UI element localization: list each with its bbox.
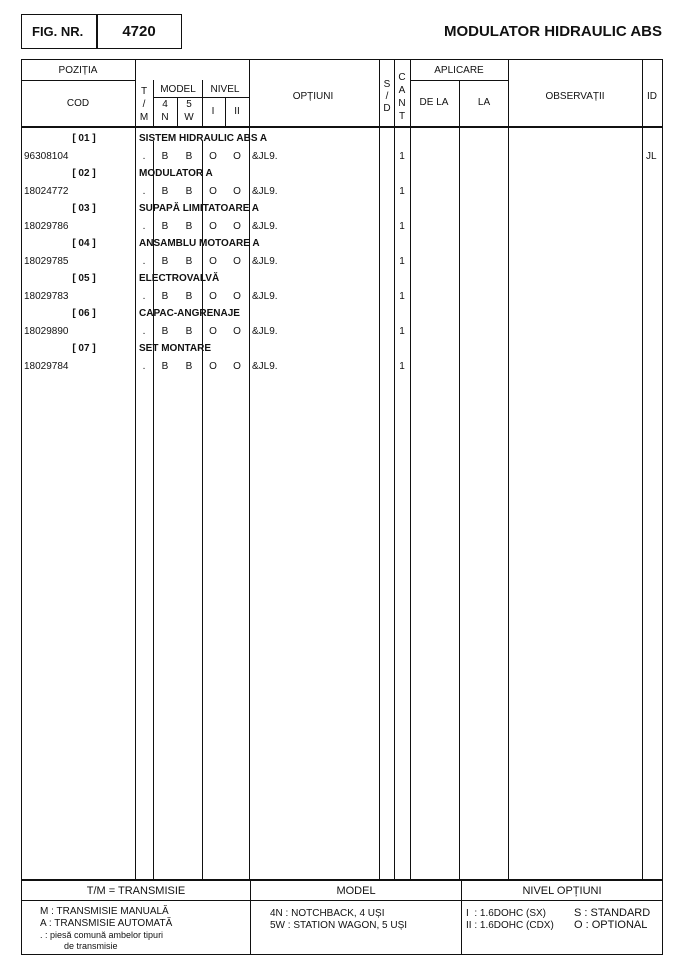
row-cell-tm: . — [142, 186, 146, 197]
row-part-code: 18024772 — [24, 186, 69, 197]
header-cant-c: C — [398, 72, 406, 83]
col-line — [459, 80, 460, 881]
col-line — [410, 59, 411, 881]
row-part-name: ELECTROVALVĂ — [139, 273, 220, 284]
row-cell-cant: 1 — [399, 291, 405, 302]
row-position: [ 05 ] — [72, 273, 96, 284]
header-nivel-i: I — [211, 106, 215, 117]
header-cod: COD — [66, 98, 90, 109]
legend-tm-line: de transmisie — [64, 941, 118, 951]
header-la: LA — [477, 97, 491, 108]
header-tm-slash: / — [142, 99, 146, 110]
legend-model-title: MODEL — [336, 885, 376, 897]
header-model: MODEL — [160, 84, 196, 95]
row-part-code: 96308104 — [24, 151, 69, 162]
header-model-n: N — [161, 112, 169, 123]
header-model-4: 4 — [162, 99, 168, 110]
row-part-name: SET MONTARE — [139, 343, 212, 354]
legend-nivel-code: O : OPTIONAL — [574, 919, 648, 931]
row-position: [ 06 ] — [72, 308, 96, 319]
header-sd-slash: / — [385, 91, 389, 102]
model-underline — [153, 97, 249, 98]
row-cell-m5w: B — [185, 256, 193, 267]
row-cell-tm: . — [142, 361, 146, 372]
header-model-w: W — [184, 112, 194, 123]
row-part-name: CAPAC-ANGRENAJE — [139, 308, 240, 319]
row-cell-tm: . — [142, 221, 146, 232]
header-divider — [21, 126, 663, 128]
header-sd-d: D — [383, 103, 391, 114]
row-cell-n1: O — [209, 256, 217, 267]
parts-table — [21, 59, 663, 881]
row-position: [ 04 ] — [72, 238, 96, 249]
row-cell-n2: O — [233, 151, 241, 162]
row-part-code: 18029783 — [24, 291, 69, 302]
row-cell-m4n: B — [161, 291, 169, 302]
sub-col-line — [225, 97, 226, 127]
header-cant-a: A — [398, 85, 406, 96]
legend-nivel-code: S : STANDARD — [574, 907, 651, 919]
col-line — [508, 59, 509, 881]
header-sd-s: S — [383, 79, 391, 90]
row-cell-n2: O — [233, 291, 241, 302]
legend-model-line: 5W : STATION WAGON, 5 UȘI — [270, 920, 408, 931]
col-line — [394, 59, 395, 881]
legend-model-line: 4N : NOTCHBACK, 4 UȘI — [270, 908, 385, 919]
pozitia-underline — [21, 80, 135, 81]
row-cell-n2: O — [233, 326, 241, 337]
header-cant-t: T — [398, 111, 406, 122]
row-cell-n1: O — [209, 291, 217, 302]
page-title: MODULATOR HIDRAULIC ABS — [443, 23, 662, 40]
row-cell-m5w: B — [185, 291, 193, 302]
legend-col-line — [461, 879, 462, 955]
row-cell-tm: . — [142, 256, 146, 267]
row-cell-n2: O — [233, 186, 241, 197]
row-cell-n1: O — [209, 361, 217, 372]
row-cell-m5w: B — [185, 361, 193, 372]
row-part-name: ANSAMBLU MOTOARE A — [139, 238, 260, 249]
col-line — [202, 141, 203, 881]
row-cell-opt: &JL9. — [252, 291, 278, 302]
row-part-name: MODULATOR A — [139, 168, 213, 179]
header-tm-t: T — [140, 86, 148, 97]
row-part-code: 18029786 — [24, 221, 69, 232]
row-cell-cant: 1 — [399, 221, 405, 232]
row-cell-m4n: B — [161, 326, 169, 337]
header-pozitia: POZIȚIA — [58, 65, 98, 76]
col-line — [153, 80, 154, 127]
col-line — [153, 141, 154, 881]
legend-title-divider — [21, 900, 663, 901]
header-nivel: NIVEL — [210, 84, 240, 95]
row-cell-n2: O — [233, 221, 241, 232]
row-cell-n1: O — [209, 186, 217, 197]
row-cell-n2: O — [233, 256, 241, 267]
legend-tm-line: M : TRANSMISIE MANUALĂ — [40, 906, 169, 917]
col-line — [135, 59, 136, 881]
row-cell-cant: 1 — [399, 326, 405, 337]
header-nivel-ii: II — [234, 106, 240, 117]
header-observatii: OBSERVAȚII — [545, 91, 605, 102]
header-de-la: DE LA — [419, 97, 449, 108]
row-cell-opt: &JL9. — [252, 326, 278, 337]
col-line — [202, 80, 203, 127]
row-cell-m5w: B — [185, 151, 193, 162]
row-cell-cant: 1 — [399, 186, 405, 197]
row-cell-m4n: B — [161, 256, 169, 267]
row-cell-m4n: B — [161, 361, 169, 372]
row-cell-id: JL — [646, 151, 657, 162]
row-cell-m4n: B — [161, 186, 169, 197]
row-cell-opt: &JL9. — [252, 151, 278, 162]
row-cell-m5w: B — [185, 326, 193, 337]
row-part-name: SISTEM HIDRAULIC ABS A — [139, 133, 268, 144]
row-cell-cant: 1 — [399, 361, 405, 372]
header-optiuni: OPȚIUNI — [292, 91, 334, 102]
row-cell-m5w: B — [185, 186, 193, 197]
legend-col-line — [250, 879, 251, 955]
row-cell-n1: O — [209, 326, 217, 337]
row-part-code: 18029785 — [24, 256, 69, 267]
row-part-code: 18029784 — [24, 361, 69, 372]
row-cell-cant: 1 — [399, 256, 405, 267]
row-part-code: 18029890 — [24, 326, 69, 337]
row-part-name: SUPAPĂ LIMITATOARE A — [139, 203, 259, 214]
legend-nivel-line: II : 1.6DOHC (CDX) — [466, 920, 554, 931]
fig-number: 4720 — [122, 23, 156, 40]
header-tm-m: M — [139, 112, 149, 123]
aplicare-underline — [410, 80, 508, 81]
header-id: ID — [647, 91, 657, 102]
header-cant-n: N — [398, 98, 406, 109]
row-cell-tm: . — [142, 291, 146, 302]
legend-nivel-line: I : 1.6DOHC (SX) — [466, 908, 547, 919]
row-cell-tm: . — [142, 151, 146, 162]
header-model-5: 5 — [186, 99, 192, 110]
row-position: [ 07 ] — [72, 343, 96, 354]
legend-tm-line: . : piesă comună ambelor tipuri — [40, 930, 164, 940]
legend-tm-title: T/M = TRANSMISIE — [86, 885, 186, 897]
row-cell-opt: &JL9. — [252, 256, 278, 267]
row-cell-opt: &JL9. — [252, 221, 278, 232]
row-cell-opt: &JL9. — [252, 186, 278, 197]
row-cell-m5w: B — [185, 221, 193, 232]
row-position: [ 01 ] — [72, 133, 96, 144]
row-cell-m4n: B — [161, 151, 169, 162]
header-aplicare: APLICARE — [434, 65, 484, 76]
sub-col-line — [177, 97, 178, 127]
row-cell-n1: O — [209, 151, 217, 162]
row-cell-opt: &JL9. — [252, 361, 278, 372]
col-line — [379, 59, 380, 881]
row-cell-n1: O — [209, 221, 217, 232]
col-line — [249, 59, 250, 881]
row-cell-cant: 1 — [399, 151, 405, 162]
legend-tm-line: A : TRANSMISIE AUTOMATĂ — [40, 918, 173, 929]
col-line — [642, 59, 643, 881]
fig-label: FIG. NR. — [32, 24, 84, 39]
legend-nivel-title: NIVEL OPȚIUNI — [522, 885, 602, 897]
row-cell-tm: . — [142, 326, 146, 337]
row-position: [ 03 ] — [72, 203, 96, 214]
row-cell-m4n: B — [161, 221, 169, 232]
row-cell-n2: O — [233, 361, 241, 372]
row-position: [ 02 ] — [72, 168, 96, 179]
